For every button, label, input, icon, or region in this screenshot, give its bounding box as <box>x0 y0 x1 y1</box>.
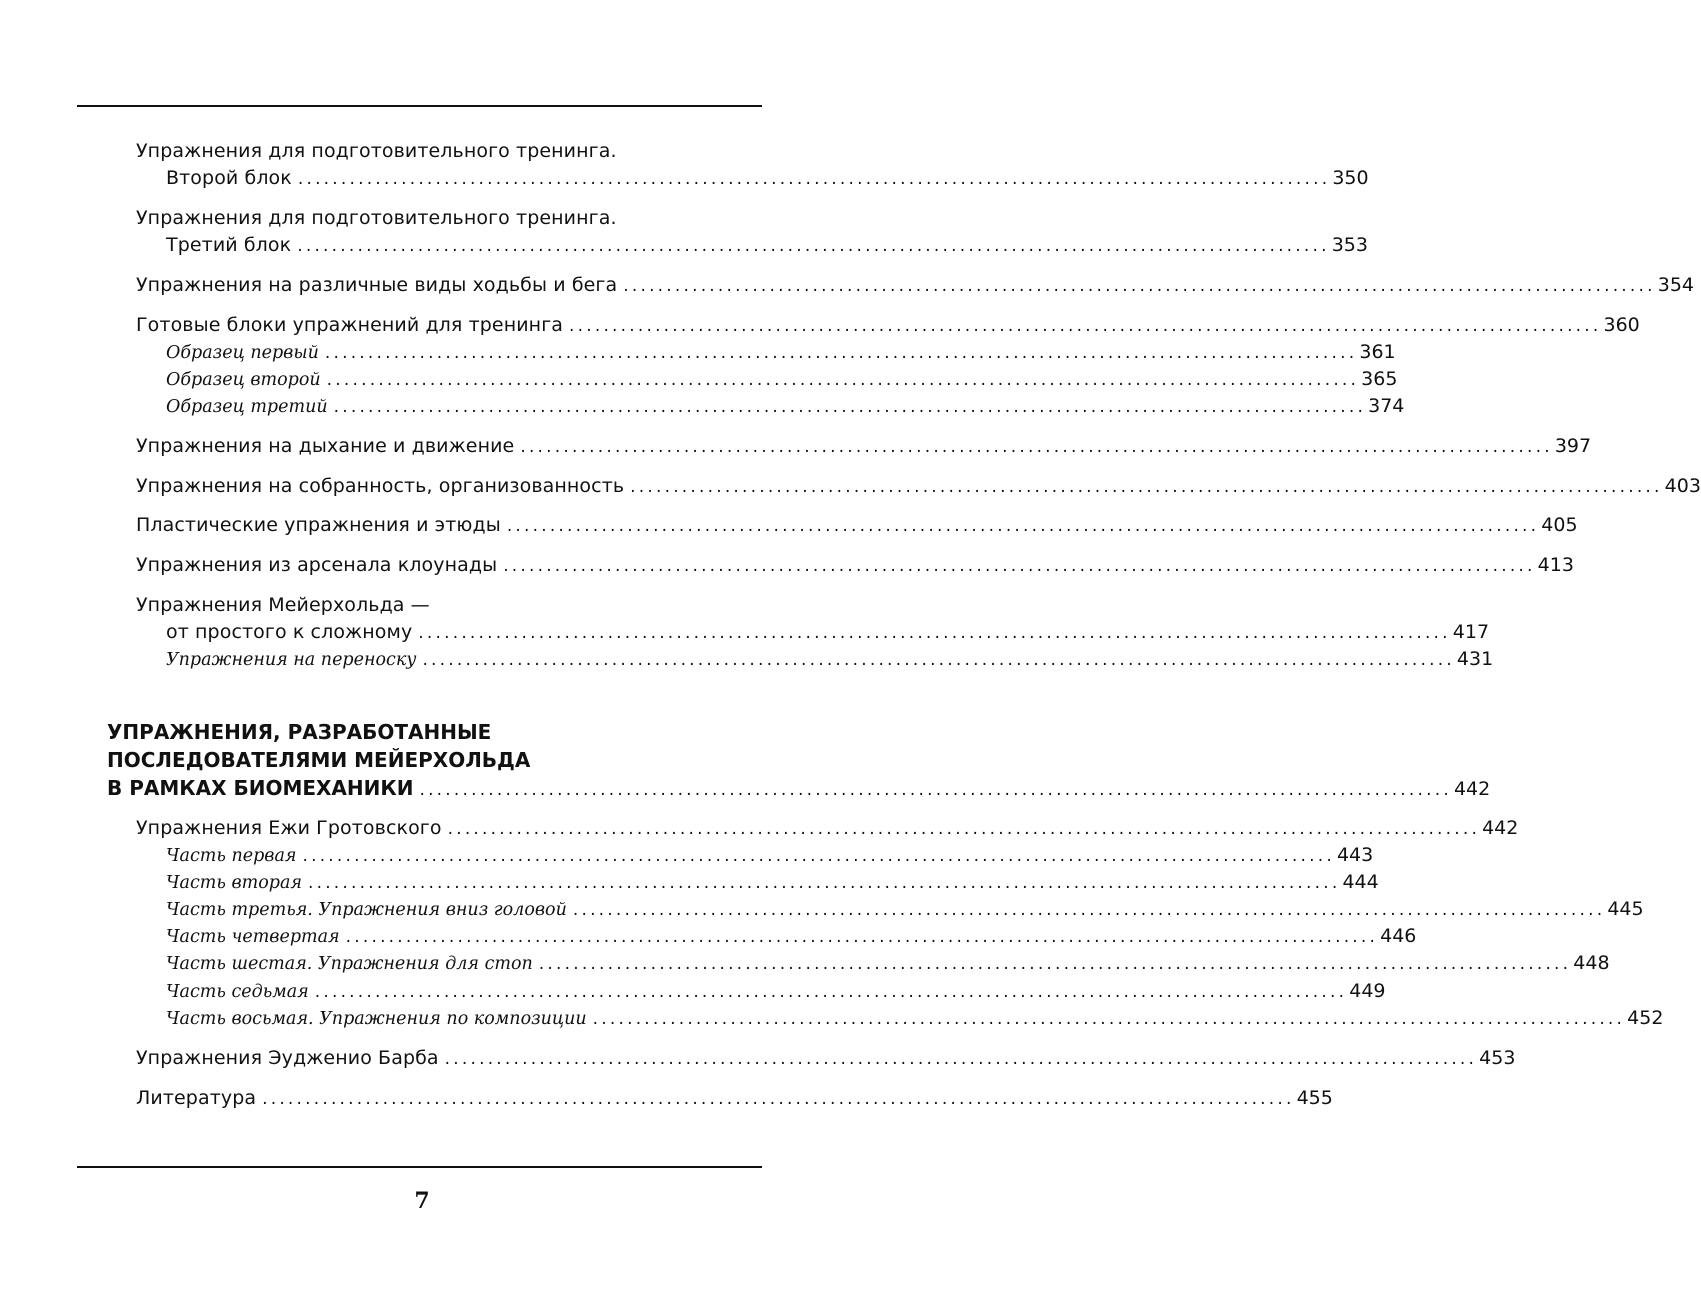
toc-leader-dots: ........................................................................................................................ <box>314 982 1348 1002</box>
toc-entry-title: Упражнения для подготовительного тренинга. <box>136 207 617 229</box>
toc-leader-dots: ........................................................................................................................ <box>592 1009 1626 1029</box>
toc-entry <box>0 207 844 237</box>
bottom-rule <box>77 1166 762 1168</box>
toc-entry-title: Часть седьмая <box>166 982 309 1002</box>
toc-entry-title: Упражнения Эудженио Барба <box>136 1047 439 1069</box>
toc-page-number: 374 <box>1368 395 1405 417</box>
toc-leader-dots: ........................................................................................................................ <box>569 316 1602 336</box>
toc-leader-dots: ........................................................................................................................ <box>307 873 1341 893</box>
toc-page-number: 455 <box>1296 1087 1333 1109</box>
toc-entry-title: Часть третья. Упражнения вниз головой <box>166 900 567 920</box>
toc-page-number: 444 <box>1342 871 1379 893</box>
toc-page-number: 453 <box>1479 1047 1516 1069</box>
toc-entry <box>0 395 1405 425</box>
toc-leader-dots: ........................................................................................................................ <box>538 954 1572 974</box>
toc-entry <box>0 435 1592 465</box>
toc-page-number: 442 <box>1453 778 1491 800</box>
toc-entry <box>0 1087 1333 1117</box>
toc-entry-title: Упражнения из арсенала клоунады <box>136 554 498 576</box>
toc-page-number: 449 <box>1349 980 1386 1002</box>
toc-entry-title: Образец третий <box>166 397 328 417</box>
toc-leader-dots: ........................................................................................................................ <box>345 927 1379 947</box>
toc-entry <box>0 140 844 170</box>
toc-page-number: 350 <box>1332 167 1369 189</box>
toc-leader-dots: ........................................................................................................................ <box>302 846 1335 866</box>
toc-leader-dots: ........................................................................................................................ <box>444 1049 1478 1069</box>
toc-page-number: 452 <box>1627 1007 1664 1029</box>
toc-entry <box>0 234 1368 264</box>
toc-entry <box>0 871 1379 901</box>
page-number: 7 <box>414 1188 430 1214</box>
toc-entry-title: Упражнения Ежи Гротовского <box>136 817 442 839</box>
toc-page-number: 354 <box>1657 274 1694 296</box>
toc-leader-dots: ........................................................................................................................ <box>418 623 1451 643</box>
toc-entry-title: Часть восьмая. Упражнения по композиции <box>166 1009 587 1029</box>
toc-section-heading <box>0 748 844 778</box>
toc-leader-dots: ........................................................................................................................ <box>333 397 1367 417</box>
toc-page-number: 442 <box>1482 817 1519 839</box>
toc-entry-title: Упражнения на дыхание и движение <box>136 435 515 457</box>
toc-entry <box>0 594 844 624</box>
toc-page-number: 443 <box>1336 844 1374 866</box>
toc-page-number: 446 <box>1380 925 1417 947</box>
toc-entry-title: Упражнения Мейерхольда — <box>136 594 430 616</box>
top-rule <box>77 105 762 107</box>
toc-section-heading <box>0 720 844 750</box>
toc-entry-title: Упражнения на переноску <box>166 650 417 670</box>
toc-entry-title: В РАМКАХ БИОМЕХАНИКИ <box>107 776 414 800</box>
toc-page-number: 448 <box>1573 952 1610 974</box>
toc-entry-title: Образец первый <box>166 343 319 363</box>
toc-entry-title: Второй блок <box>166 167 292 189</box>
toc-leader-dots: ........................................................................................................................ <box>506 516 1540 536</box>
toc-entry-title: УПРАЖНЕНИЯ, РАЗРАБОТАННЫЕ <box>107 720 492 744</box>
toc-page-number: 405 <box>1541 514 1578 536</box>
toc-entry <box>0 980 1386 1010</box>
toc-entry <box>0 341 1396 371</box>
toc-entry <box>0 925 1417 955</box>
toc-page-number: 417 <box>1452 621 1490 643</box>
toc-entry <box>0 314 1640 344</box>
toc-leader-dots: ........................................................................................................................ <box>572 900 1606 920</box>
toc-leader-dots: ........................................................................................................................ <box>422 650 1455 670</box>
toc-entry-title: Упражнения для подготовительного тренинга. <box>136 140 617 162</box>
toc-leader-dots: ........................................................................................................................ <box>324 343 1358 363</box>
toc-entry-title: Пластические упражнения и этюды <box>136 514 501 536</box>
toc-entry <box>0 554 1574 584</box>
toc-entry-title: Часть вторая <box>166 873 302 893</box>
toc-page-number: 365 <box>1361 368 1398 390</box>
toc-entry <box>0 844 1374 874</box>
toc-page-number: 360 <box>1603 314 1640 336</box>
toc-entry-title: Часть четвертая <box>166 927 340 947</box>
toc-leader-dots: ........................................................................................................................ <box>520 437 1553 457</box>
toc-entry <box>0 621 1490 651</box>
toc-leader-dots: ........................................................................................................................ <box>262 1089 1295 1109</box>
toc-entry <box>0 274 1694 304</box>
toc-entry <box>0 1007 1664 1037</box>
toc-entry <box>0 514 1578 544</box>
toc-leader-dots: ........................................................................................................................ <box>623 276 1656 296</box>
toc-entry-title: от простого к сложному <box>166 621 413 643</box>
toc-page-number: 403 <box>1664 475 1701 497</box>
toc-page-number: 397 <box>1554 435 1592 457</box>
toc-leader-dots: ........................................................................................................................ <box>447 819 1481 839</box>
toc-section-heading <box>0 776 1491 806</box>
toc-leader-dots: ........................................................................................................................ <box>297 169 1331 189</box>
toc-entry <box>0 648 1494 678</box>
toc-entry <box>0 1047 1516 1077</box>
toc-entry <box>0 898 1644 928</box>
toc-entry <box>0 368 1398 398</box>
toc-entry-title: Литература <box>136 1087 257 1109</box>
toc-entry-title: Третий блок <box>166 234 292 256</box>
toc-entry-title: Часть первая <box>166 846 297 866</box>
toc-entry <box>0 167 1369 197</box>
toc-entry-title: Упражнения на собранность, организованность <box>136 475 625 497</box>
toc-leader-dots: ........................................................................................................................ <box>419 780 1452 800</box>
toc-page-number: 413 <box>1537 554 1574 576</box>
toc-entry <box>0 817 1519 847</box>
toc-page-number: 361 <box>1359 341 1396 363</box>
toc-leader-dots: ........................................................................................................................ <box>630 477 1663 497</box>
toc-page-number: 353 <box>1331 234 1368 256</box>
toc-entry <box>0 952 1610 982</box>
toc-leader-dots: ........................................................................................................................ <box>326 370 1360 390</box>
toc-entry-title: Готовые блоки упражнений для тренинга <box>136 314 564 336</box>
toc-page-number: 445 <box>1607 898 1644 920</box>
toc-entry-title: Часть шестая. Упражнения для стоп <box>166 954 533 974</box>
toc-leader-dots: ........................................................................................................................ <box>297 236 1330 256</box>
toc-entry <box>0 475 1701 505</box>
toc-leader-dots: ........................................................................................................................ <box>503 556 1536 576</box>
toc-entry-title: Образец второй <box>166 370 321 390</box>
toc-page-number: 431 <box>1456 648 1494 670</box>
toc-entry-title: Упражнения на различные виды ходьбы и бега <box>136 274 618 296</box>
toc-entry-title: ПОСЛЕДОВАТЕЛЯМИ МЕЙЕРХОЛЬДА <box>107 748 531 772</box>
